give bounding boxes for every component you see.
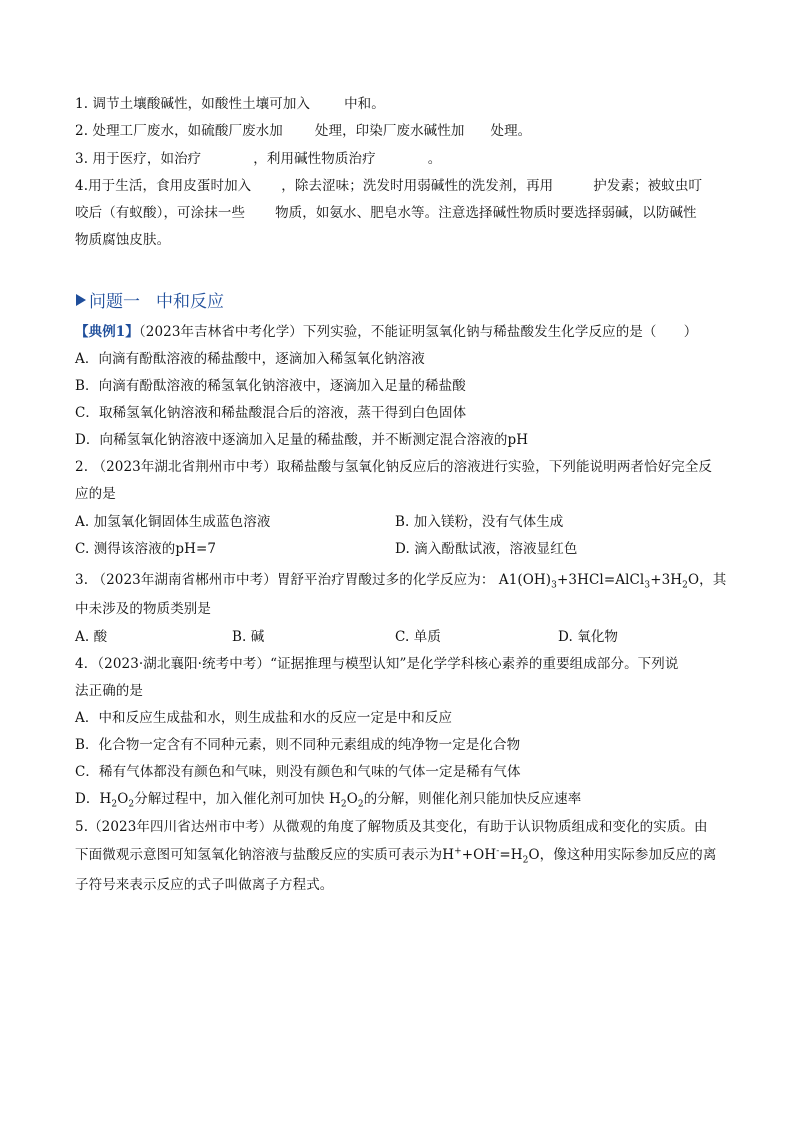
q3-options-row xyxy=(75,628,715,646)
use-item-1: 1. 调节土壤酸碱性，如酸性土壤可加入 中和。 xyxy=(75,96,385,112)
q1-stem: 【典例1】（2023年吉林省中考化学）下列实验，不能证明氢氧化钠与稀盐酸发生化学反应的是（ ） xyxy=(75,324,698,340)
q3-option-d: D. 氧化物 xyxy=(558,629,619,645)
q4-option-c: C．稀有气体都没有颜色和气味，则没有颜色和气味的气体一定是稀有气体 xyxy=(75,764,521,780)
q5-stem-line-1: 5.（2023年四川省达州市中考）从微观的角度了解物质及其变化，有助于认识物质组成和变化的实质。由 xyxy=(75,819,708,835)
use-item-3: 3. 用于医疗，如治疗 ，利用碱性物质治疗 。 xyxy=(75,151,442,167)
ion-equation: $H^++OH^-=H_2O$ xyxy=(442,846,540,866)
use-item-2: 2. 处理工厂废水，如硫酸厂废水加 处理，印染厂废水碱性加 处理。 xyxy=(75,123,532,139)
q1-option-d: D．向稀氢氧化钠溶液中逐滴加入足量的稀盐酸，并不断测定混合溶液的pH xyxy=(75,432,529,448)
q4-stem-line-2: 法正确的是 xyxy=(75,683,143,699)
example-tag: 【典例1】 xyxy=(75,324,139,340)
q2-stem-line-1: 2. （2023年湖北省荆州市中考）取稀盐酸与氢氧化钠反应后的溶液进行实验，下列能说明两者恰好完全反 xyxy=(75,459,713,475)
q1-option-c: C．取稀氢氧化钠溶液和稀盐酸混合后的溶液，蒸干得到白色固体 xyxy=(75,405,467,421)
q5-stem-line-3: 子符号来表示反应的式子叫做离子方程式。 xyxy=(75,877,334,893)
q3-option-a: A. 酸 xyxy=(75,629,108,645)
q3-stem-line-2: 中未涉及的物质类别是 xyxy=(75,601,211,617)
q5-stem-line-2: 下面微观示意图可知氢氧化钠溶液与盐酸反应的实质可表示为$H^++OH^-=H_2O$，像这种用实际参加反应的离 xyxy=(75,846,717,866)
q2-option-a: A. 加氢氧化铜固体生成蓝色溶液 xyxy=(75,514,271,530)
use-item-4-line-3: 物质腐蚀皮肤。 xyxy=(75,232,171,248)
triangle-bullet-icon xyxy=(76,294,86,306)
use-item-4-line-2: 咬后（有蚁酸），可涂抹一些 物质，如氨水、肥皂水等。注意选择碱性物质时要选择弱碱，以防碱性 xyxy=(75,205,697,221)
reaction-equation: $A1(OH)_3+3HCl=AlCl_3+3H_2O$ xyxy=(498,572,700,591)
section-heading: 问题一 中和反应 xyxy=(76,287,224,312)
q3-option-c: C. 单质 xyxy=(395,629,441,645)
q1-option-a: A．向滴有酚酞溶液的稀盐酸中，逐滴加入稀氢氧化钠溶液 xyxy=(75,351,425,367)
q1-option-b: B．向滴有酚酞溶液的稀氢氧化钠溶液中，逐滴加入足量的稀盐酸 xyxy=(75,378,466,394)
q2-options-row-2 xyxy=(75,540,715,558)
q4-option-a: A．中和反应生成盐和水，则生成盐和水的反应一定是中和反应 xyxy=(75,710,453,726)
q4-option-b: B．化合物一定含有不同种元素，则不同种元素组成的纯净物一定是化合物 xyxy=(75,737,521,753)
q3-stem-line-1: 3. （2023年湖南省郴州市中考）胃舒平治疗胃酸过多的化学反应为： $A1(OH)_3+3HCl=AlCl_3+3H_2O$，其 xyxy=(75,572,727,591)
use-item-4-line-1: 4.用于生活，食用皮蛋时加入 ，除去涩味；洗发时用弱碱性的洗发剂，再用 护发素；被蚊虫叮 xyxy=(75,178,703,194)
q2-option-d: D. 滴入酚酞试液，溶液显红色 xyxy=(395,541,578,557)
q4-option-d: D．$H_2O_2$分解过程中，加入催化剂可加快 $H_2O_2$的分解，则催化剂只能加快反应速率 xyxy=(75,791,582,810)
q3-option-b: B. 碱 xyxy=(232,629,265,645)
q2-options-row-1 xyxy=(75,513,715,531)
q2-stem-line-2: 应的是 xyxy=(75,486,116,502)
q2-option-c: C. 测得该溶液的pH=7 xyxy=(75,541,217,557)
q2-option-b: B. 加入镁粉，没有气体生成 xyxy=(395,514,564,530)
q4-stem-line-1: 4．（2023·湖北襄阳·统考中考）“证据推理与模型认知”是化学学科核心素养的重要组成部分。下列说 xyxy=(75,656,679,672)
